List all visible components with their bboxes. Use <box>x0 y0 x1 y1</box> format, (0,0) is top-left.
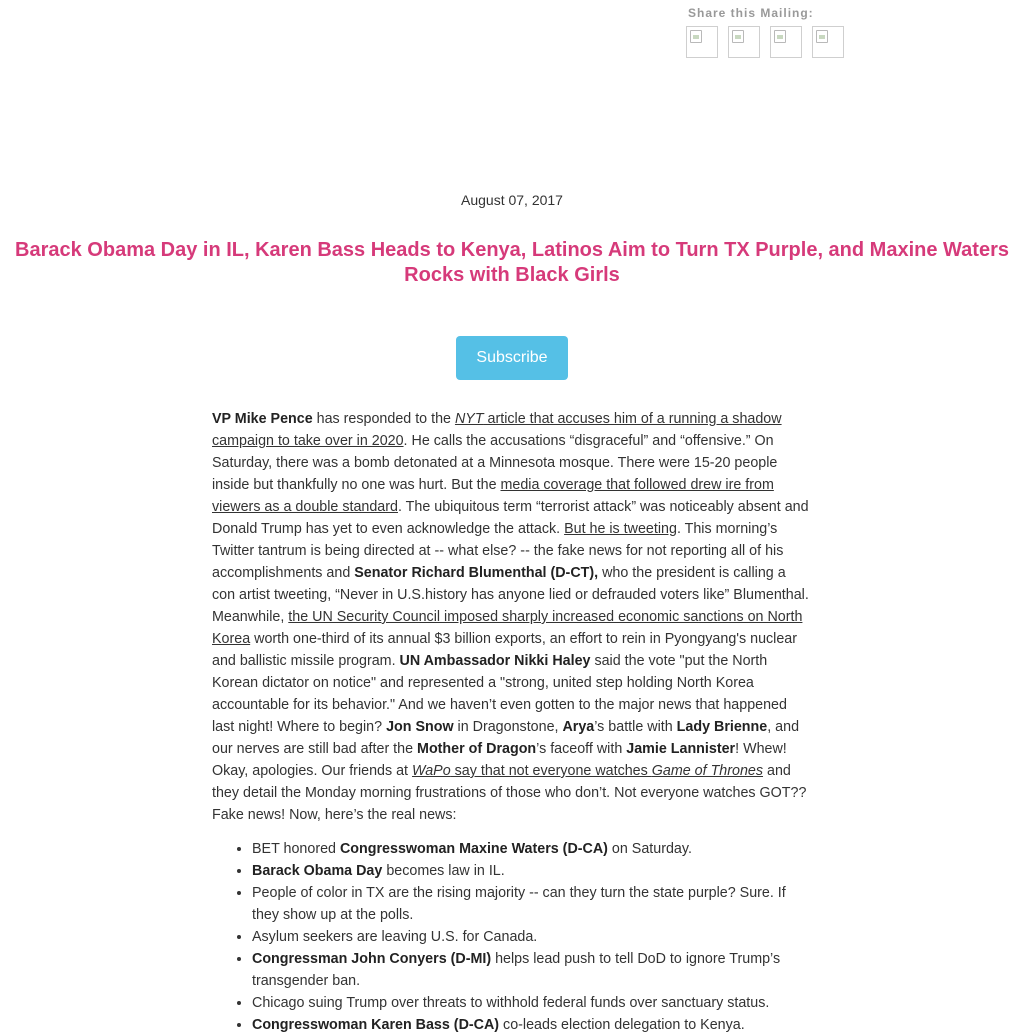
subscribe-wrap <box>0 336 1024 380</box>
headline: Barack Obama Day in IL, Karen Bass Heads to Kenya, Latinos Aim to Turn TX Purple, and Maxine Waters Rocks with Black Girls <box>15 239 1009 286</box>
list-item <box>252 838 812 860</box>
text: ’s faceoff with <box>536 741 627 757</box>
link-text: article that accuses him of a running a shadow campaign to take over in 2020 <box>212 411 782 449</box>
broken-image-icon <box>774 30 786 43</box>
text: ’s battle with <box>594 719 677 735</box>
bold-name: Mother of Dragon <box>417 741 537 757</box>
un-sanctions-link[interactable]: the UN Security Council imposed sharply increased economic sanctions on North Korea <box>212 609 803 647</box>
broken-image-icon <box>732 30 744 43</box>
list-item <box>252 1014 812 1036</box>
tweeting-link[interactable]: But he is tweeting <box>564 521 677 537</box>
text: who the president is calling a con artist tweeting, “Never in U.S.history has anyone lied or defrauded voters like” Blumenthal. Meanwhile, <box>212 565 809 625</box>
text: worth one-third of its annual $3 billion exports, an effort to rein in Pyongyang's nuclear and ballistic missile program. <box>212 631 798 669</box>
text: Chicago suing Trump over threats to withhold federal funds over sanctuary status. <box>252 995 770 1011</box>
text: . The ubiquitous term “terrorist attack” was noticeably absent and Donald Trump has yet to even acknowledge the attack. <box>212 499 809 537</box>
bold-name: Jamie Lannister <box>626 741 736 757</box>
text: ! Whew! Okay, apologies. Our friends at <box>212 741 787 779</box>
news-list <box>212 838 812 1036</box>
list-item <box>252 992 812 1014</box>
bold-name: Jon Snow <box>386 719 454 735</box>
text: People of color in TX are the rising majority -- can they turn the state purple? Sure. If they show up at the polls. <box>252 885 786 923</box>
link-italic: Game of Thrones <box>651 763 764 779</box>
list-item <box>252 948 812 992</box>
bold-name: Senator Richard Blumenthal (D-CT), <box>354 565 599 581</box>
text: has responded to the <box>312 411 455 427</box>
share-icons <box>686 26 844 58</box>
text: and they detail the Monday morning frustrations of those who don’t. Not everyone watches GOT?? Fake news! Now, here’s the real news: <box>212 763 807 823</box>
text: BET honored <box>252 841 340 857</box>
bold-name: UN Ambassador Nikki Haley <box>399 653 591 669</box>
subscribe-button[interactable]: Subscribe <box>456 336 568 380</box>
broken-image-icon <box>816 30 828 43</box>
text: . This morning’s Twitter tantrum is being directed at -- what else? -- the fake news for not reporting all of his accomplishments and <box>212 521 784 581</box>
text: co-leads election delegation to Kenya. <box>499 1017 745 1033</box>
bold-name: Congresswoman Maxine Waters (D-CA) <box>339 841 608 857</box>
list-item <box>252 926 812 948</box>
broken-image-icon <box>690 30 702 43</box>
link-text: say that not everyone watches <box>450 763 652 779</box>
text: said the vote "put the North Korean dictator on notice" and represented a "strong, united step holding North Korea accountable for its behavior." And we haven’t even gotten to the major news that happened last night! Where to begin? <box>212 653 787 735</box>
list-item <box>252 860 812 882</box>
text: becomes law in IL. <box>382 863 505 879</box>
linkedin-icon[interactable] <box>770 26 802 58</box>
text: on Saturday. <box>607 841 692 857</box>
bold-name: Congresswoman Karen Bass (D-CA) <box>252 1017 500 1033</box>
link-italic: NYT <box>454 411 484 427</box>
share-block <box>686 6 844 58</box>
twitter-icon[interactable] <box>728 26 760 58</box>
article-body <box>212 408 812 1036</box>
text: in Dragonstone, <box>453 719 563 735</box>
wapo-got-link[interactable] <box>412 763 763 779</box>
text: . He calls the accusations “disgraceful” and “offensive.” On Saturday, there was a bomb detonated at a Minnesota mosque. There were 15-20 people inside but thankfully no one was hurt. But the <box>212 433 778 493</box>
text: , and our nerves are still bad after the <box>212 719 800 757</box>
link-italic: WaPo <box>412 763 451 779</box>
bold-name: Congressman John Conyers (D-MI) <box>252 951 492 967</box>
intro-paragraph <box>212 408 812 826</box>
bold-name: VP Mike Pence <box>212 411 313 427</box>
bold-name: Lady Brienne <box>676 719 768 735</box>
list-item <box>252 882 812 926</box>
mailing-date: August 07, 2017 <box>461 192 563 208</box>
facebook-icon[interactable] <box>686 26 718 58</box>
share-label: Share this Mailing: <box>688 6 814 20</box>
media-coverage-link[interactable]: media coverage that followed drew ire from viewers as a double standard <box>212 477 774 515</box>
bold-name: Arya <box>562 719 595 735</box>
text: helps lead push to tell DoD to ignore Trump’s transgender ban. <box>252 951 781 989</box>
text: Asylum seekers are leaving U.S. for Canada. <box>252 929 538 945</box>
bold-name: Barack Obama Day <box>252 863 383 879</box>
email-icon[interactable] <box>812 26 844 58</box>
